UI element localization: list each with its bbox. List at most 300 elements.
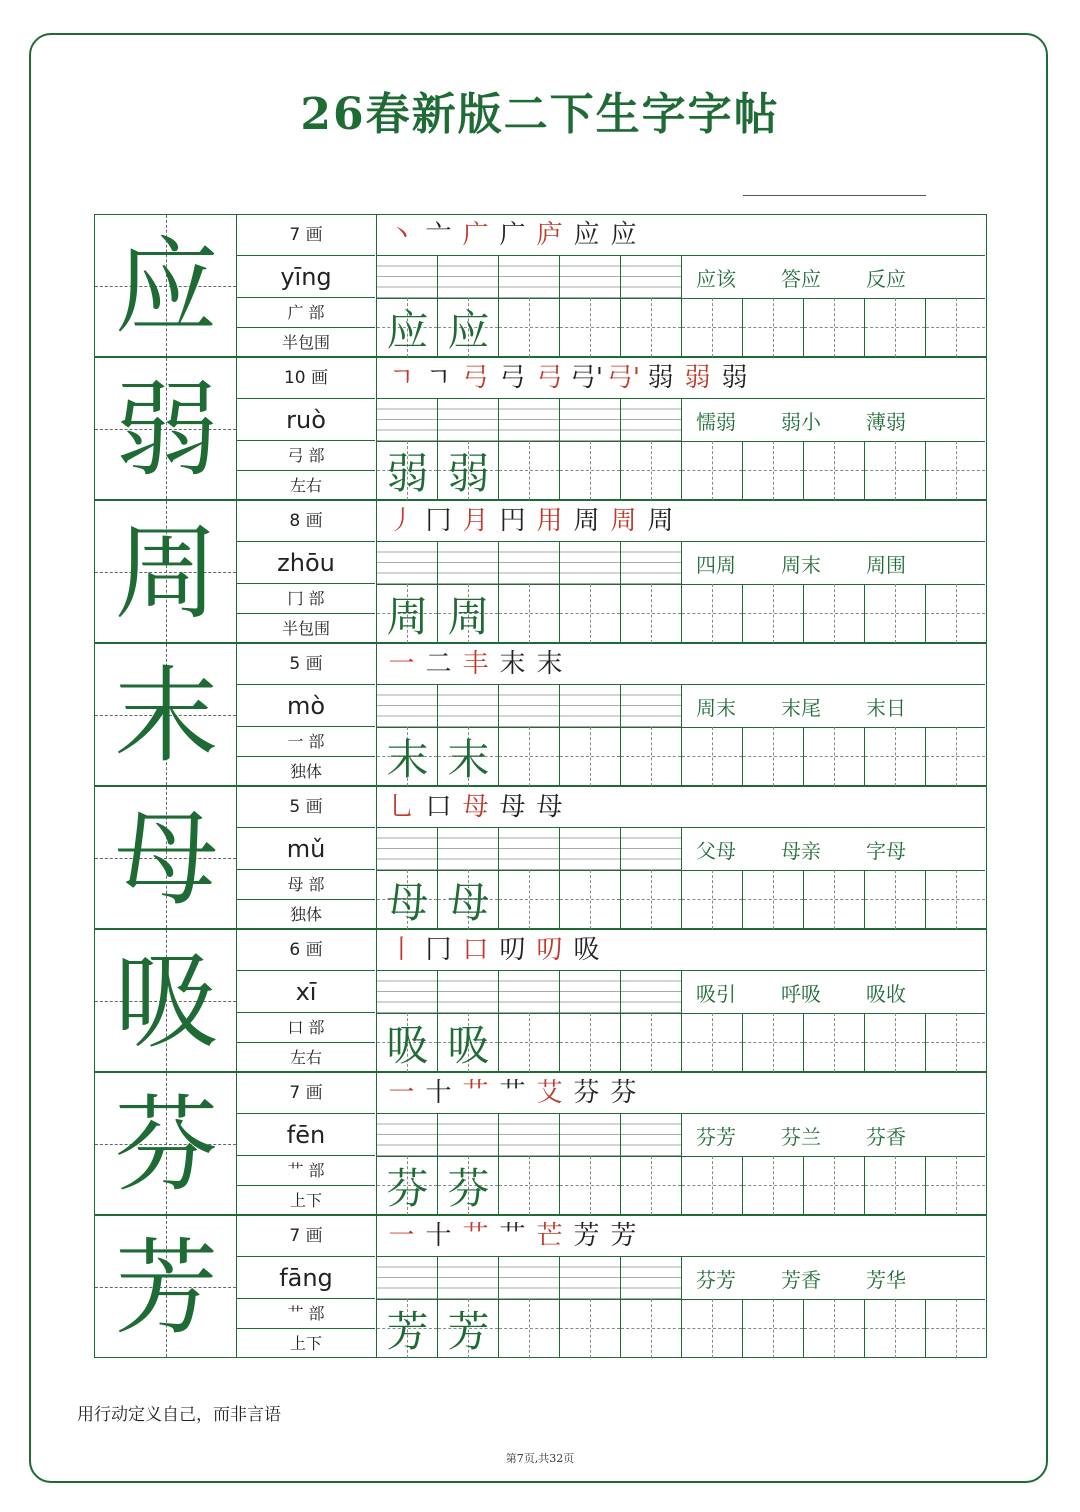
stroke-step: 弱 [647,363,674,393]
tian-grid-cell[interactable] [621,727,682,786]
word-item: 芳香 [781,1267,821,1292]
tian-grid-cell[interactable] [865,1156,926,1215]
pinyin: fāng [237,1257,375,1299]
stroke-step: 口 [425,792,452,822]
character-info [237,1072,377,1215]
pinyin-write-cell[interactable] [438,1114,499,1156]
stroke-step: 周 [647,506,674,536]
tian-grid-cell[interactable] [560,584,621,643]
tian-grid-cell[interactable] [682,870,743,929]
writing-practice-row [377,1013,985,1072]
tian-grid-cell[interactable] [377,727,438,786]
radical: 广 部 [237,298,375,328]
character-grid [94,214,987,1357]
tian-grid-cell[interactable] [804,441,865,500]
tian-grid-cell[interactable] [499,584,560,643]
model-character: 芳 [386,1306,429,1356]
stroke-step: 弱 [684,363,711,393]
tian-grid-cell[interactable] [499,298,560,357]
stroke-order [377,1073,985,1114]
stroke-step: 丿 [388,506,415,536]
character-block [94,1215,987,1358]
tian-grid-cell[interactable] [621,584,682,643]
stroke-step: 乚 [388,792,415,822]
writing-practice-row [377,1156,985,1215]
tian-grid-cell[interactable] [560,298,621,357]
word-item: 吸引 [696,981,736,1006]
big-character: 周 [114,511,219,634]
tian-grid-cell[interactable] [499,727,560,786]
stroke-order [377,1216,985,1257]
big-character: 应 [114,225,219,348]
pinyin-write-cell[interactable] [377,256,438,298]
tian-grid-cell[interactable] [499,1013,560,1072]
stroke-step: 芬 [610,1078,637,1108]
stroke-step: 月 [462,506,489,536]
word-item: 周末 [781,552,821,577]
tian-grid-cell[interactable] [438,1156,499,1215]
tian-grid-cell[interactable] [621,441,682,500]
pinyin-write-cell[interactable] [621,256,682,298]
tian-grid-cell[interactable] [438,870,499,929]
word-item: 薄弱 [866,409,906,434]
stroke-order [377,215,985,256]
stroke-step: 芬 [573,1078,600,1108]
tian-grid-cell[interactable] [682,727,743,786]
tian-grid-cell[interactable] [804,870,865,929]
writing-practice-row [377,298,985,357]
pinyin-write-cell[interactable] [560,1257,621,1299]
word-item: 周围 [866,552,906,577]
tian-grid-cell[interactable] [865,1299,926,1358]
model-character: 吸 [386,1020,429,1070]
radical: 母 部 [237,870,375,900]
tian-grid-cell[interactable] [743,1156,804,1215]
tian-grid-cell[interactable] [621,1156,682,1215]
stroke-step: 十 [425,1078,452,1108]
tian-grid-cell[interactable] [926,1013,985,1072]
tian-grid-cell[interactable] [560,1156,621,1215]
pinyin-practice-row [377,971,985,1014]
stroke-step: 芳 [610,1221,637,1251]
stroke-step: 丰 [462,649,489,679]
pinyin-write-cell[interactable] [499,1257,560,1299]
tian-grid-cell[interactable] [621,1013,682,1072]
pinyin-write-cell[interactable] [499,971,560,1013]
pinyin: mò [237,685,375,727]
stroke-count: 5 画 [237,644,375,685]
pinyin-write-cell[interactable] [499,685,560,727]
stroke-step: 一 [388,649,415,679]
tian-grid-cell[interactable] [865,298,926,357]
practice-area [377,643,987,786]
big-character-cell [94,214,237,357]
pinyin-practice-row [377,542,985,585]
stroke-step: 艹 [499,1221,526,1251]
stroke-step: 芒 [536,1221,563,1251]
model-character: 弱 [386,448,429,498]
tian-grid-cell[interactable] [743,1299,804,1358]
radical: 弓 部 [237,441,375,471]
stroke-step: 二 [425,649,452,679]
tian-grid-cell[interactable] [682,1299,743,1358]
practice-area [377,500,987,643]
practice-area [377,1072,987,1215]
tian-grid-cell[interactable] [621,870,682,929]
word-item: 应该 [696,266,736,291]
stroke-step: 庐 [536,220,563,250]
tian-grid-cell[interactable] [926,1156,985,1215]
stroke-step: 弓' [606,363,641,393]
word-list [682,399,985,441]
structure: 半包围 [281,619,330,638]
word-item: 芬香 [866,1124,906,1149]
stroke-step: 艾 [536,1078,563,1108]
tian-grid-cell[interactable] [865,584,926,643]
tian-grid-cell[interactable] [438,441,499,500]
pinyin-write-cell[interactable] [621,399,682,441]
big-character: 弱 [114,368,219,491]
name-write-line[interactable] [743,195,926,196]
tian-grid-cell[interactable] [804,584,865,643]
stroke-step: 十 [425,1221,452,1251]
big-character: 芳 [114,1226,219,1349]
writing-practice-row [377,441,985,500]
tian-grid-cell[interactable] [926,1299,985,1358]
stroke-count: 7 画 [237,1216,375,1257]
pinyin-write-cell[interactable] [499,1114,560,1156]
word-item: 反应 [866,266,906,291]
tian-grid-cell[interactable] [804,1156,865,1215]
writing-practice-row [377,727,985,786]
stroke-step: 丨 [388,935,415,965]
pinyin-write-cell[interactable] [560,256,621,298]
writing-practice-row [377,584,985,643]
pinyin-write-cell[interactable] [560,828,621,870]
stroke-order [377,501,985,542]
tian-grid-cell[interactable] [926,870,985,929]
pinyin-write-cell[interactable] [377,542,438,584]
character-info [237,1215,377,1358]
pinyin-write-cell[interactable] [621,542,682,584]
practice-area [377,214,987,357]
pinyin-write-cell[interactable] [438,685,499,727]
model-character: 母 [447,877,490,927]
pinyin-write-cell[interactable] [438,542,499,584]
tian-grid-cell[interactable] [804,1299,865,1358]
tian-grid-cell[interactable] [499,441,560,500]
pinyin-practice-row [377,1114,985,1157]
character-info [237,786,377,929]
pinyin-practice-row [377,828,985,871]
pinyin-write-cell[interactable] [377,399,438,441]
word-list [682,542,985,584]
model-character: 芬 [386,1163,429,1213]
tian-grid-cell[interactable] [926,441,985,500]
practice-area [377,357,987,500]
stroke-step: 弓 [499,363,526,393]
pinyin-practice-row [377,256,985,299]
stroke-step: 吸 [573,935,600,965]
pinyin-practice-row [377,685,985,728]
tian-grid-cell[interactable] [804,1013,865,1072]
stroke-step: 丶 [388,220,415,250]
stroke-count: 8 画 [237,501,375,542]
pinyin: ruò [237,399,375,441]
tian-grid-cell[interactable] [438,298,499,357]
pinyin-write-cell[interactable] [560,685,621,727]
page-number: 第7页,共32页 [505,1452,575,1465]
big-character: 芬 [114,1083,219,1206]
word-item: 母亲 [781,838,821,863]
big-character-cell [94,500,237,643]
character-info [237,214,377,357]
stroke-step: 广 [462,220,489,250]
word-item: 呼吸 [781,981,821,1006]
word-list [682,1114,985,1156]
structure: 左右 [289,476,322,495]
tian-grid-cell[interactable] [560,441,621,500]
tian-grid-cell[interactable] [560,1299,621,1358]
page-title: 26春新版二下生字字帖 [300,89,780,140]
stroke-step: 弱 [721,363,748,393]
word-item: 四周 [696,552,736,577]
word-item: 父母 [696,838,736,863]
tian-grid-cell[interactable] [743,441,804,500]
word-item: 弱小 [781,409,821,434]
tian-grid-cell[interactable] [377,584,438,643]
pinyin-write-cell[interactable] [377,971,438,1013]
tian-grid-cell[interactable] [377,1013,438,1072]
stroke-step: 弓' [569,363,604,393]
tian-grid-cell[interactable] [682,298,743,357]
tian-grid-cell[interactable] [926,727,985,786]
pinyin-write-cell[interactable] [438,256,499,298]
stroke-order [377,358,985,399]
stroke-count: 7 画 [237,1073,375,1114]
character-block [94,786,987,929]
tian-grid-cell[interactable] [865,727,926,786]
pinyin-write-cell[interactable] [499,256,560,298]
pinyin-write-cell[interactable] [438,828,499,870]
tian-grid-cell[interactable] [804,298,865,357]
radical: 冂 部 [237,584,375,614]
model-character: 周 [447,591,490,641]
tian-grid-cell[interactable] [743,298,804,357]
tian-grid-cell[interactable] [682,1013,743,1072]
big-character-cell [94,643,237,786]
pinyin-write-cell[interactable] [377,1114,438,1156]
word-list [682,971,985,1013]
word-list [682,685,985,727]
character-block [94,500,987,643]
tian-grid-cell[interactable] [438,727,499,786]
stroke-order [377,787,985,828]
pinyin-practice-row [377,1257,985,1300]
tian-grid-cell[interactable] [621,298,682,357]
model-character: 吸 [447,1020,490,1070]
pinyin-write-cell[interactable] [621,971,682,1013]
tian-grid-cell[interactable] [865,1013,926,1072]
pinyin-write-cell[interactable] [499,399,560,441]
stroke-step: 口 [462,935,489,965]
stroke-step: 应 [610,220,637,250]
stroke-step: 周 [573,506,600,536]
pinyin-write-cell[interactable] [621,1114,682,1156]
pinyin-write-cell[interactable] [560,542,621,584]
structure: 独体 [289,905,322,924]
pinyin: xī [237,971,375,1013]
character-block [94,1072,987,1215]
stroke-count: 5 画 [237,787,375,828]
character-info [237,357,377,500]
pinyin: yīng [237,256,375,298]
tian-grid-cell[interactable] [743,870,804,929]
word-item: 字母 [866,838,906,863]
tian-grid-cell[interactable] [743,1013,804,1072]
tian-grid-cell[interactable] [926,584,985,643]
big-character-cell [94,786,237,929]
model-character: 芬 [447,1163,490,1213]
radical: 艹 部 [237,1156,375,1186]
stroke-order [377,930,985,971]
word-item: 周末 [696,695,736,720]
word-list [682,1257,985,1299]
big-character: 吸 [114,940,219,1063]
stroke-step: 艹 [462,1078,489,1108]
radical: 一 部 [237,727,375,757]
tian-grid-cell[interactable] [438,1299,499,1358]
tian-grid-cell[interactable] [377,1156,438,1215]
word-item: 芬芳 [696,1267,736,1292]
stroke-step: 芳 [573,1221,600,1251]
structure: 半包围 [281,333,330,352]
practice-area [377,929,987,1072]
stroke-step: 冂 [425,935,452,965]
stroke-step: 弓 [536,363,563,393]
structure: 左右 [289,1048,322,1067]
stroke-step: 应 [573,220,600,250]
tian-grid-cell[interactable] [621,1299,682,1358]
pinyin-practice-row [377,399,985,442]
stroke-step: 周 [610,506,637,536]
pinyin: zhōu [237,542,375,584]
model-character: 周 [386,591,429,641]
stroke-count: 7 画 [237,215,375,256]
tian-grid-cell[interactable] [560,870,621,929]
character-block [94,643,987,786]
stroke-step: 母 [462,792,489,822]
model-character: 应 [386,305,429,355]
character-block [94,357,987,500]
tian-grid-cell[interactable] [499,1156,560,1215]
pinyin-write-cell[interactable] [560,1114,621,1156]
stroke-step: 叨 [499,935,526,965]
big-character-cell [94,357,237,500]
pinyin-write-cell[interactable] [438,399,499,441]
tian-grid-cell[interactable] [682,584,743,643]
word-item: 吸收 [866,981,906,1006]
word-item: 懦弱 [696,409,736,434]
tian-grid-cell[interactable] [377,870,438,929]
pinyin: fēn [237,1114,375,1156]
radical: 艹 部 [237,1299,375,1329]
tian-grid-cell[interactable] [743,584,804,643]
pinyin-write-cell[interactable] [621,828,682,870]
tian-grid-cell[interactable] [377,298,438,357]
motto-text: 用行动定义自己，而非言语 [77,1405,281,1425]
word-item: 芳华 [866,1267,906,1292]
big-character-cell [94,929,237,1072]
stroke-step: 亠 [425,220,452,250]
model-character: 末 [386,734,429,784]
pinyin-write-cell[interactable] [560,399,621,441]
stroke-step: 母 [499,792,526,822]
tian-grid-cell[interactable] [865,441,926,500]
word-item: 芬芳 [696,1124,736,1149]
pinyin-write-cell[interactable] [499,542,560,584]
radical: 口 部 [237,1013,375,1043]
pinyin-write-cell[interactable] [438,1257,499,1299]
stroke-step: 末 [499,649,526,679]
pinyin-write-cell[interactable] [377,828,438,870]
stroke-step: 末 [536,649,563,679]
pinyin-write-cell[interactable] [560,971,621,1013]
structure: 上下 [289,1334,322,1353]
stroke-step: 广 [499,220,526,250]
stroke-step: ㄱ [425,363,452,393]
big-character: 末 [114,654,219,777]
tian-grid-cell[interactable] [682,441,743,500]
tian-grid-cell[interactable] [682,1156,743,1215]
big-character-cell [94,1072,237,1215]
tian-grid-cell[interactable] [499,870,560,929]
stroke-step: 一 [388,1078,415,1108]
word-list [682,828,985,870]
tian-grid-cell[interactable] [865,870,926,929]
tian-grid-cell[interactable] [743,727,804,786]
tian-grid-cell[interactable] [377,1299,438,1358]
pinyin-write-cell[interactable] [438,971,499,1013]
pinyin-write-cell[interactable] [377,1257,438,1299]
tian-grid-cell[interactable] [438,584,499,643]
tian-grid-cell[interactable] [438,1013,499,1072]
big-character: 母 [114,797,219,920]
model-character: 末 [447,734,490,784]
tian-grid-cell[interactable] [560,727,621,786]
tian-grid-cell[interactable] [499,1299,560,1358]
tian-grid-cell[interactable] [926,298,985,357]
word-item: 答应 [781,266,821,291]
practice-area [377,786,987,929]
pinyin-write-cell[interactable] [621,685,682,727]
stroke-step: 艹 [499,1078,526,1108]
stroke-step: 一 [388,1221,415,1251]
character-block [94,929,987,1072]
model-character: 应 [447,305,490,355]
pinyin-write-cell[interactable] [377,685,438,727]
model-character: 弱 [447,448,490,498]
stroke-order [377,644,985,685]
pinyin-write-cell[interactable] [621,1257,682,1299]
stroke-step: 冂 [425,506,452,536]
pinyin-write-cell[interactable] [499,828,560,870]
tian-grid-cell[interactable] [377,441,438,500]
character-info [237,643,377,786]
word-item: 末尾 [781,695,821,720]
tian-grid-cell[interactable] [804,727,865,786]
tian-grid-cell[interactable] [560,1013,621,1072]
